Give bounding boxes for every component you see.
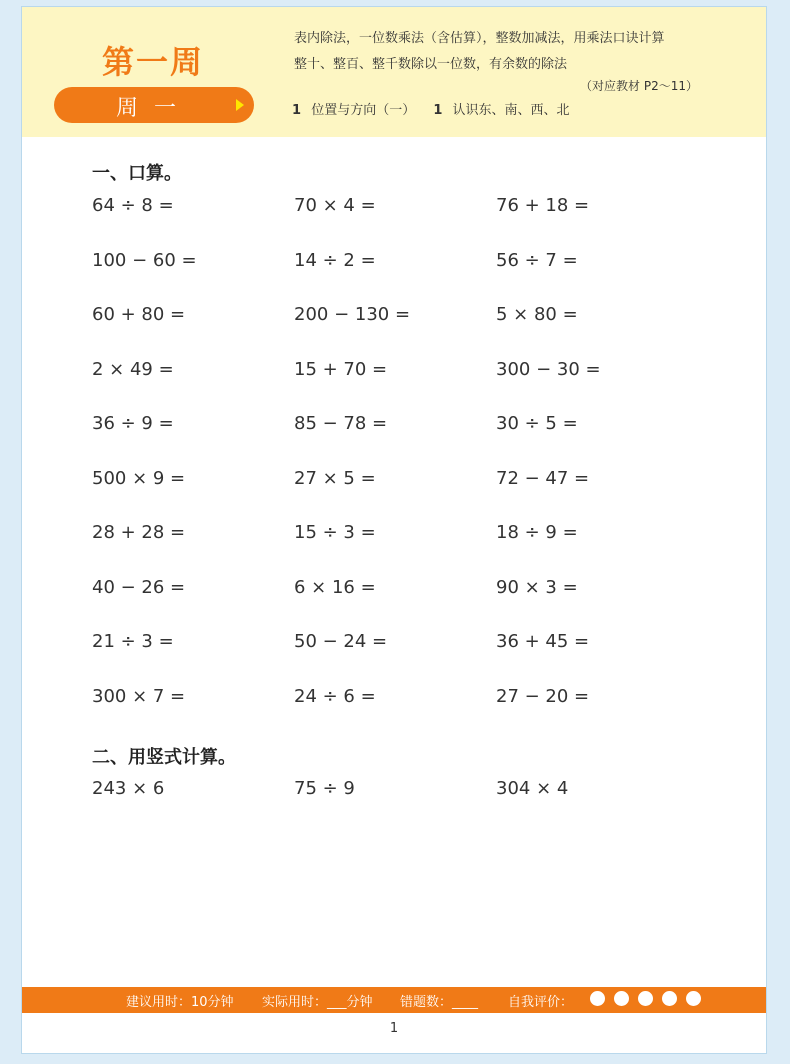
vertical-problem: 75 ÷ 9 (294, 778, 355, 799)
oral-problem: 40 − 26 = (92, 576, 186, 598)
oral-problem: 300 − 30 = (496, 358, 601, 380)
oral-problem: 24 ÷ 6 = (294, 685, 376, 707)
lesson-number: 1 (433, 103, 443, 118)
worksheet-header (22, 7, 766, 137)
day-badge (54, 87, 254, 123)
oral-problem: 56 ÷ 7 = (496, 249, 578, 271)
worksheet-page (21, 6, 767, 1054)
oral-problem: 27 × 5 = (294, 467, 376, 489)
actual-time: 实际用时：___分钟 (262, 995, 373, 1010)
oral-problem: 90 × 3 = (496, 576, 578, 598)
rating-flowers (590, 991, 705, 1010)
unit-name: 位置与方向（一） (311, 103, 416, 118)
textbook-reference: （对应教材 P2～11） (580, 79, 698, 93)
suggested-time: 建议用时：10分钟 (126, 995, 234, 1010)
oral-problem: 30 ÷ 5 = (496, 413, 578, 434)
vertical-problem: 304 × 4 (496, 778, 569, 799)
oral-problem: 72 − 47 = (496, 467, 590, 489)
lesson-name: 认识东、南、西、北 (452, 103, 570, 118)
flower-icon (686, 991, 701, 1006)
oral-problem: 36 + 45 = (496, 631, 590, 652)
error-count: 错题数：____ (400, 995, 479, 1010)
oral-problem: 21 ÷ 3 = (92, 631, 174, 652)
oral-problem: 15 ÷ 3 = (294, 522, 376, 543)
flower-icon (614, 991, 629, 1006)
oral-problem: 2 × 49 = (92, 358, 174, 380)
oral-problem: 15 + 70 = (294, 358, 388, 380)
oral-problem: 100 − 60 = (92, 249, 197, 271)
day-label: 周一 (116, 96, 193, 121)
flower-icon (662, 991, 677, 1006)
oral-problem: 6 × 16 = (294, 576, 376, 598)
oral-problem: 27 − 20 = (496, 685, 590, 707)
unit-line (292, 99, 584, 118)
oral-problem: 5 × 80 = (496, 304, 578, 325)
arrow-right-icon (236, 99, 244, 111)
oral-problem: 76 + 18 = (496, 195, 590, 216)
unit-number: 1 (292, 103, 302, 118)
oral-problem: 64 ÷ 8 = (92, 195, 174, 216)
oral-problem: 28 + 28 = (92, 522, 186, 543)
oral-problem: 300 × 7 = (92, 685, 186, 707)
topics-line-2: 整十、整百、整千数除以一位数，有余数的除法 (294, 57, 568, 72)
oral-problem: 36 ÷ 9 = (92, 413, 174, 434)
flower-icon (638, 991, 653, 1006)
oral-problem: 70 × 4 = (294, 195, 376, 216)
oral-problem: 14 ÷ 2 = (294, 249, 376, 271)
topics-line-1: 表内除法，一位数乘法（含估算），整数加减法，用乘法口诀计算 (294, 31, 665, 46)
oral-problem: 85 − 78 = (294, 413, 388, 434)
oral-problem: 200 − 130 = (294, 304, 411, 325)
oral-problem: 18 ÷ 9 = (496, 522, 578, 543)
oral-problem: 60 + 80 = (92, 304, 186, 325)
oral-problem: 500 × 9 = (92, 467, 186, 489)
self-evaluation-label: 自我评价： (508, 995, 574, 1010)
oral-problem: 50 − 24 = (294, 631, 388, 652)
section-title-oral: 一、口算。 (92, 163, 182, 184)
footer-bar (22, 987, 766, 1013)
page-number: 1 (389, 1021, 399, 1036)
flower-icon (590, 991, 605, 1006)
section-title-vertical: 二、用竖式计算。 (92, 747, 236, 768)
week-title: 第一周 (102, 43, 205, 81)
vertical-problem: 243 × 6 (92, 778, 165, 799)
